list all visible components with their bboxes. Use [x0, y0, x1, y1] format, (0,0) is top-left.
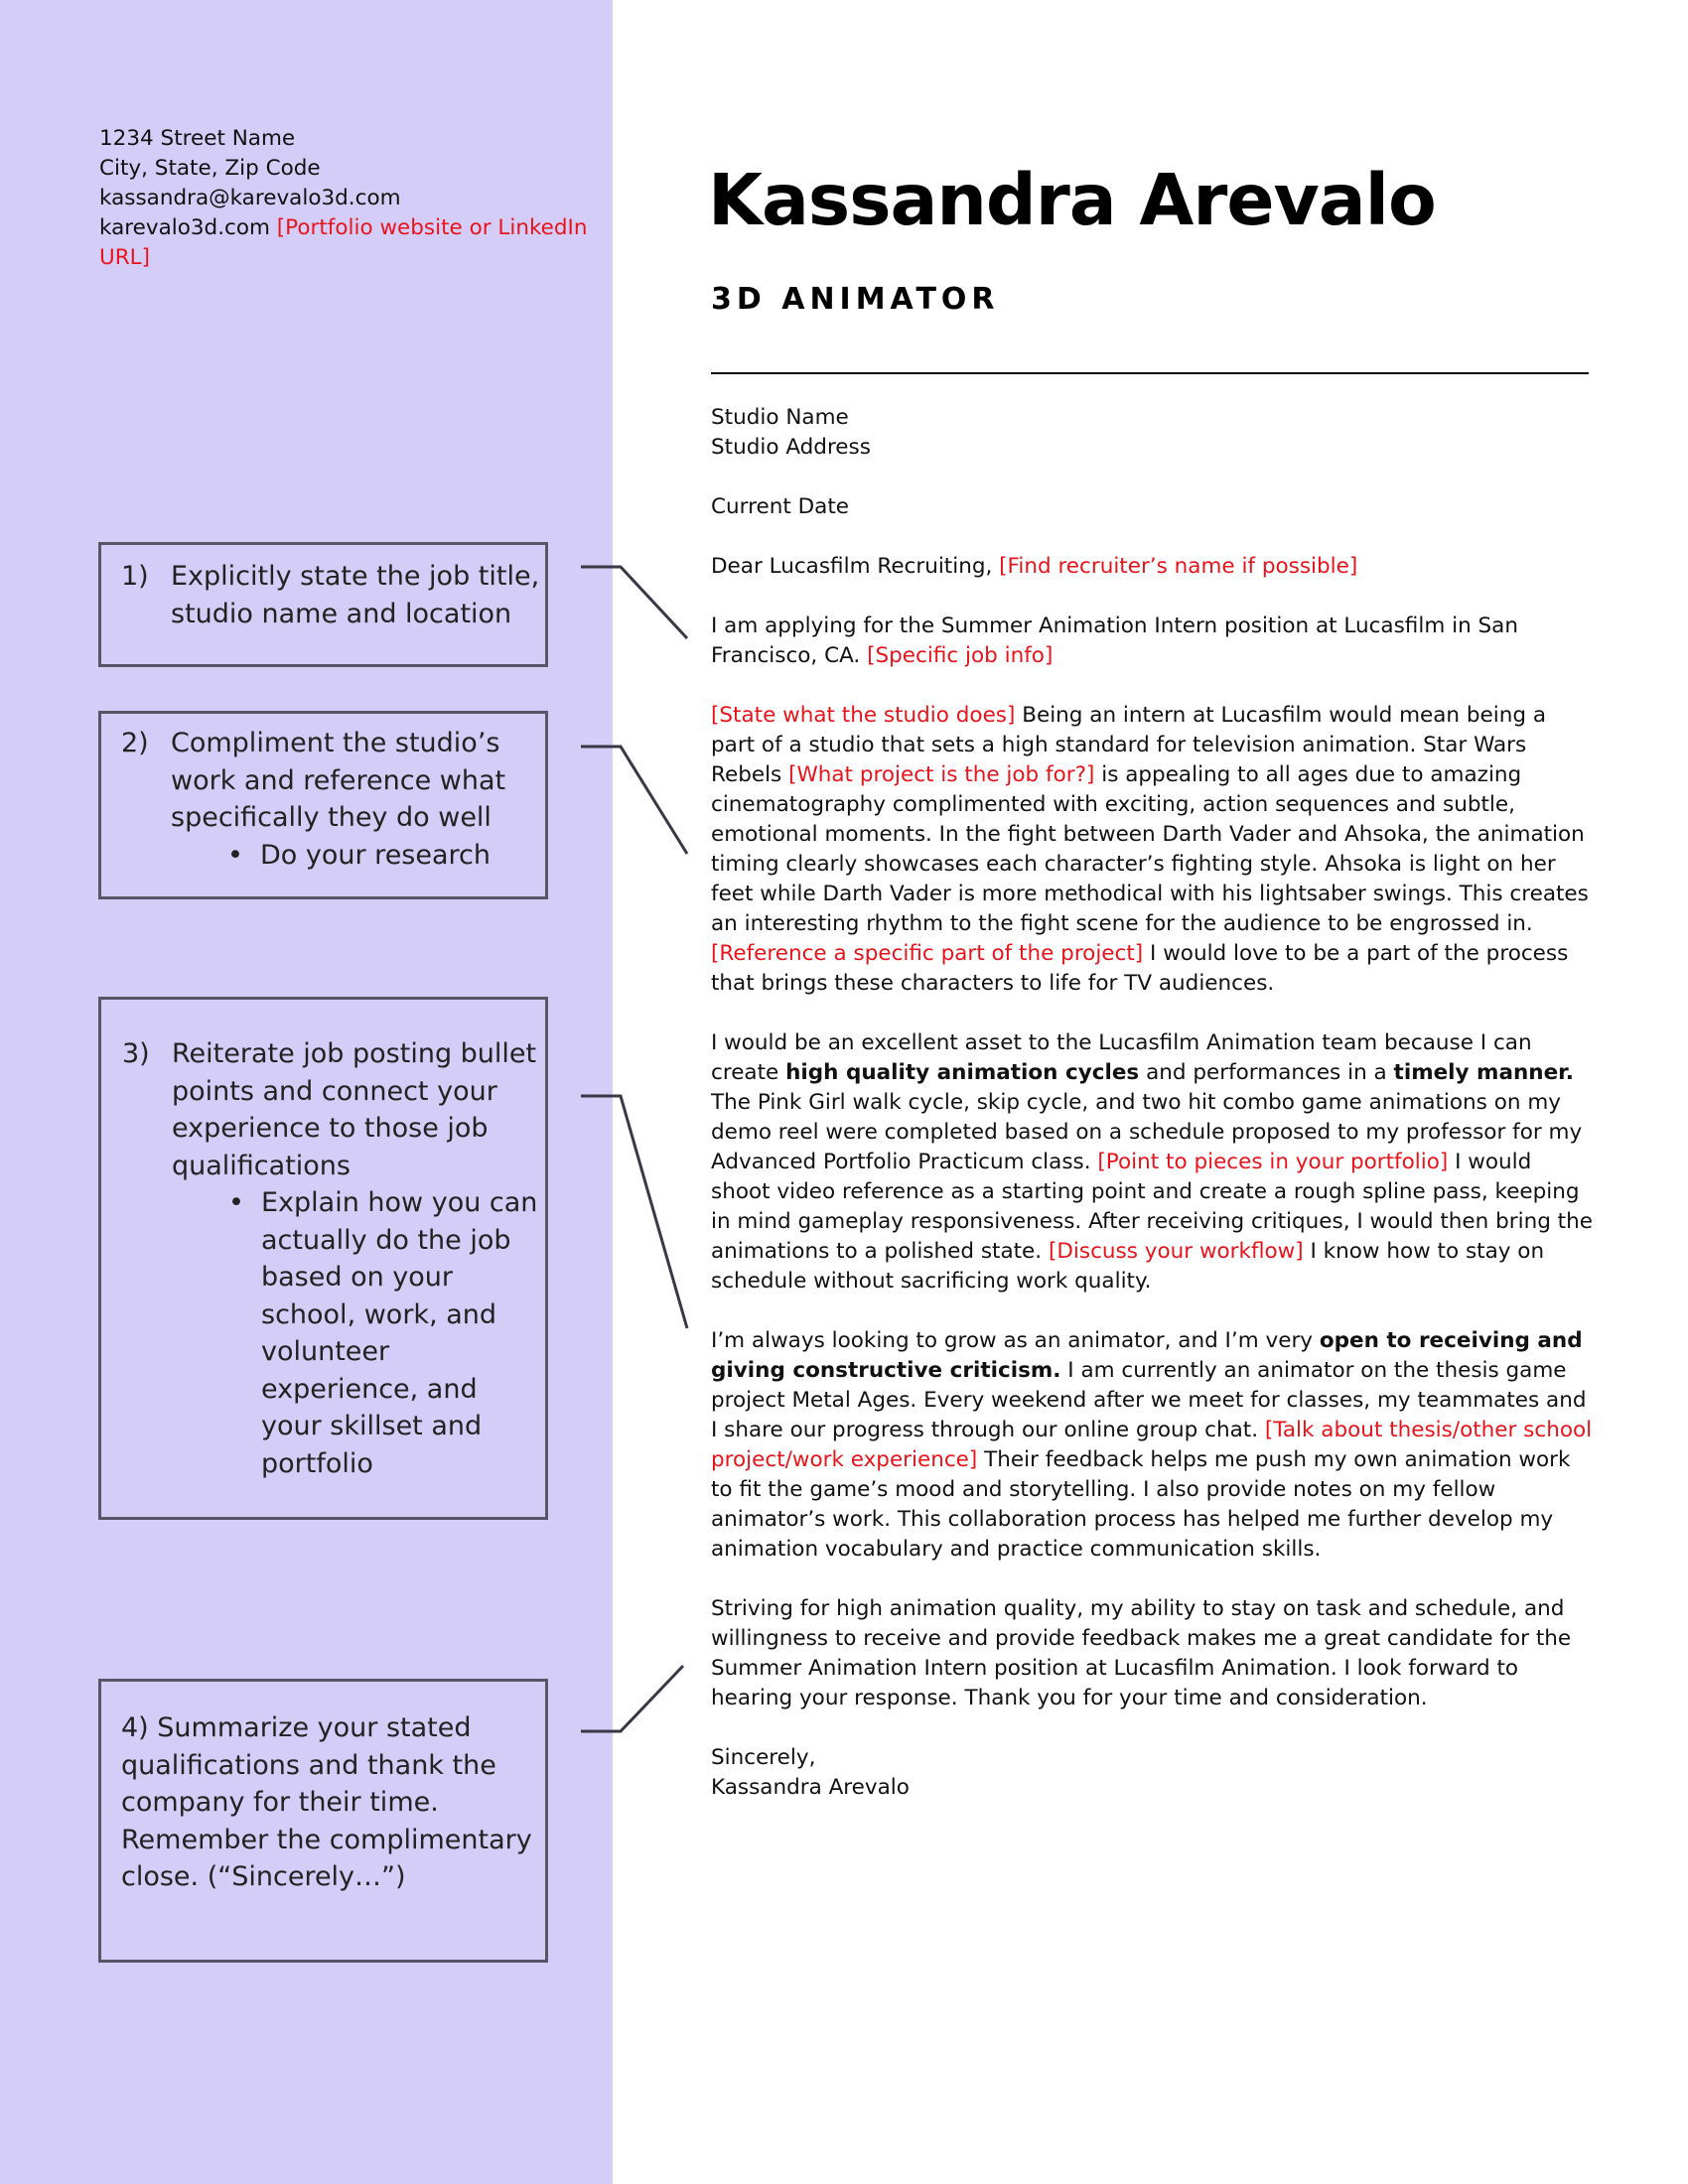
paragraph-1 [711, 612, 1595, 671]
paragraph-3 [711, 1028, 1595, 1297]
closing-block [711, 1743, 1595, 1803]
p4-text-3: Their feedback helps me push my own animation work to fit the game’s mood and storytelling. I also provide notes on my fellow animator’s work. This collaboration process has helped me further develop my animation vocabulary and practice communication skills. [711, 1447, 1571, 1562]
cover-letter-body [711, 403, 1595, 1803]
job-title: 3D ANIMATOR [711, 282, 1000, 317]
p3-bold-2: timely manner. [1393, 1060, 1574, 1085]
studio-name: Studio Name [711, 405, 849, 430]
contact-street: 1234 Street Name [99, 126, 296, 151]
p3-text-4: I would shoot video reference as a starting point and create a rough spline pass, keeping in mind gameplay responsiveness. After receiving critiques, I would then bring the animations to a polished state. [711, 1150, 1593, 1264]
p4-text-1: I’m always looking to grow as an animator, and I’m very [711, 1328, 1314, 1353]
p3-text-1: I would be an excellent asset to the Lucasfilm Animation team because I can create [711, 1030, 1532, 1085]
p4-note-1: [Talk about thesis/other school project/work experience] [711, 1418, 1593, 1472]
tip-text: Explicitly state the job title, studio name and location [171, 561, 540, 629]
signature: Kassandra Arevalo [711, 1775, 910, 1800]
salutation-note: [Find recruiter’s name if possible] [999, 554, 1358, 579]
bullet-icon: • [227, 839, 243, 871]
p3-note-2: [Discuss your workflow] [1048, 1239, 1304, 1264]
studio-block [711, 403, 1595, 463]
tip-bullet: Explain how you can actually do the job based on your school, work, and volunteer experience, and your skillset and portfolio [261, 1187, 538, 1479]
bullet-icon: • [228, 1187, 244, 1218]
p2-text-2: is appealing to all ages due to amazing cinematography complimented with exciting, action sequences and subtle, emotional moments. In the fight between Darth Vader and Ahsoka, the animation timing clearly showcases each character’s fighting style. Ahsoka is light on her feet while Darth Vader is more methodical with his lightsaber swings. This creates an interesting rhythm to the fight scene for the audience to be engrossed in. [711, 762, 1589, 936]
tip-number: 1) [121, 561, 149, 592]
p3-text-2: and performances in a [1146, 1060, 1387, 1085]
contact-website: karevalo3d.com [99, 215, 270, 240]
studio-address: Studio Address [711, 435, 871, 460]
closing: Sincerely, [711, 1745, 816, 1770]
contact-city: City, State, Zip Code [99, 156, 321, 181]
tip-number: 2) [121, 728, 149, 758]
p1-note: [Specific job info] [867, 643, 1054, 668]
contact-email: kassandra@karevalo3d.com [99, 186, 401, 210]
connector-line-2 [581, 747, 687, 854]
connector-line-3 [581, 1096, 687, 1328]
tip-text: Reiterate job posting bullet points and connect your experience to those job qualifications [172, 1038, 537, 1181]
connector-line-4 [581, 1666, 683, 1731]
tip-number: 3) [122, 1038, 150, 1069]
salutation: Dear Lucasfilm Recruiting, [711, 554, 993, 579]
paragraph-2 [711, 701, 1595, 999]
p3-note-1: [Point to pieces in your portfolio] [1097, 1150, 1449, 1174]
connector-line-1 [581, 567, 687, 638]
tip-text: 4) Summarize your stated qualifications and thank the company for their time. Remember the complimentary close. (“Sincerely…”) [121, 1712, 532, 1892]
p3-text-3: The Pink Girl walk cycle, skip cycle, and two hit combo game animations on my demo reel were completed based on a schedule proposed to my professor for my Advanced Portfolio Practicum class. [711, 1090, 1583, 1174]
p3-bold-1: high quality animation cycles [785, 1060, 1140, 1085]
p3-text-5: I know how to stay on schedule without sacrificing work quality. [711, 1239, 1545, 1294]
tip-bullet: Do your research [260, 839, 491, 871]
salutation-line [711, 552, 1595, 582]
p2-note-2: [What project is the job for?] [788, 762, 1095, 787]
letter-date: Current Date [711, 494, 849, 519]
p4-text-2: I am currently an animator on the thesis game project Metal Ages. Every weekend after we meet for classes, my teammates and I share our progress through our online group chat. [711, 1358, 1587, 1442]
p2-note-1: [State what the studio does] [711, 703, 1016, 728]
contact-website-note: [Portfolio website or LinkedIn URL] [99, 215, 588, 270]
tip-text: Compliment the studio’s work and reference what specifically they do well [171, 728, 506, 833]
p2-text-1: Being an intern at Lucasfilm would mean being a part of a studio that sets a high standard for television animation. Star Wars Rebels [711, 703, 1547, 787]
p4-bold-1: open to receiving and giving constructive criticism. [711, 1328, 1583, 1383]
p2-text-3: I would love to be a part of the process that brings these characters to life for TV audiences. [711, 941, 1569, 996]
applicant-name: Kassandra Arevalo [708, 159, 1436, 241]
header-divider [711, 372, 1589, 374]
p1-text: I am applying for the Summer Animation Intern position at Lucasfilm in San Francisco, CA. [711, 614, 1518, 668]
paragraph-5: Striving for high animation quality, my ability to stay on task and schedule, and willingness to receive and provide feedback makes me a great candidate for the Summer Animation Intern position at Lucasfilm Animation. I look forward to hearing your response. Thank you for your time and consideration. [711, 1596, 1572, 1710]
paragraph-4 [711, 1326, 1595, 1565]
p2-note-3: [Reference a specific part of the project] [711, 941, 1144, 966]
